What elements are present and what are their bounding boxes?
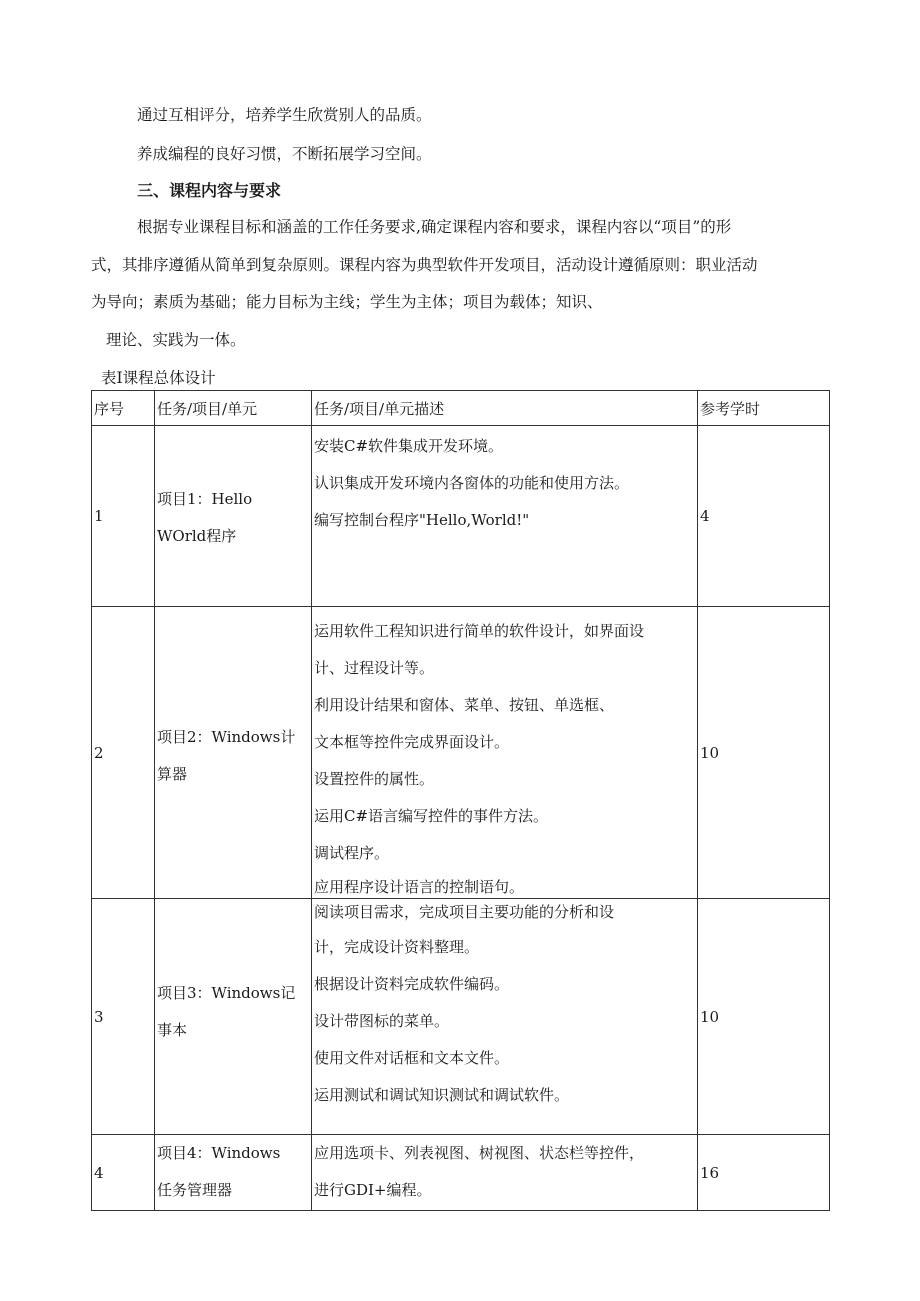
- header-description: 任务/项目/单元描述: [312, 391, 698, 426]
- table-row: [92, 899, 830, 1135]
- paragraph-content-line-1: 根据专业课程目标和涵盖的工作任务要求,确定课程内容和要求，课程内容以“项目”的形: [137, 218, 732, 236]
- header-hours: 参考学时: [698, 391, 830, 426]
- cell-task: [155, 899, 312, 1135]
- task-line: 项目1：Hello: [157, 490, 253, 508]
- desc-line: 调试程序。: [314, 844, 390, 862]
- cell-hours: 4: [698, 426, 830, 607]
- table-caption: 表I课程总体设计: [101, 369, 216, 387]
- desc-line: 利用设计结果和窗体、菜单、按钮、单选框、: [314, 696, 615, 714]
- desc-line: 应用程序设计语言的控制语句。: [314, 878, 525, 896]
- task-line: 算器: [157, 765, 188, 783]
- cell-no: 2: [92, 607, 155, 899]
- cell-no: 3: [92, 899, 155, 1135]
- cell-task: [155, 1135, 312, 1211]
- desc-line: 编写控制台程序"Hello,World!": [314, 511, 530, 529]
- cell-hours: 10: [698, 899, 830, 1135]
- desc-line: 阅读项目需求，完成项目主要功能的分析和设: [314, 903, 615, 921]
- desc-line: 根据设计资料完成软件编码。: [314, 975, 510, 993]
- cell-hours: 10: [698, 607, 830, 899]
- cell-task: [155, 426, 312, 607]
- desc-line: 安装C#软件集成开发环境。: [314, 437, 504, 455]
- desc-line: 计、过程设计等。: [314, 659, 435, 677]
- section-heading: 三、课程内容与要求: [137, 181, 282, 200]
- task-line: 项目3：Windows记: [157, 984, 296, 1002]
- header-task: 任务/项目/单元: [155, 391, 312, 426]
- paragraph-content-line-3: 为导向；素质为基础；能力目标为主线；学生为主体；项目为载体；知识、: [91, 293, 603, 311]
- cell-description: [312, 1135, 698, 1211]
- desc-line: 计，完成设计资料整理。: [314, 938, 480, 956]
- desc-line: 进行GDI+编程。: [314, 1181, 432, 1199]
- desc-line: 运用测试和调试知识测试和调试软件。: [314, 1086, 570, 1104]
- task-line: 项目2：Windows计: [157, 728, 296, 746]
- cell-task: [155, 607, 312, 899]
- paragraph-content-line-2: 式，其排序遵循从简单到复杂原则。课程内容为典型软件开发项目，活动设计遵循原则：职业活动: [91, 256, 758, 274]
- task-line: 项目4：Windows: [157, 1144, 281, 1162]
- header-no: 序号: [92, 391, 155, 426]
- paragraph-good-habits: 养成编程的良好习惯，不断拓展学习空间。: [137, 145, 432, 163]
- cell-no: 1: [92, 426, 155, 607]
- table-row: [92, 607, 830, 899]
- desc-line: 认识集成开发环境内各窗体的功能和使用方法。: [314, 474, 630, 492]
- desc-line: 文本框等控件完成界面设计。: [314, 733, 510, 751]
- paragraph-content-line-4: 理论、实践为一体。: [106, 331, 246, 349]
- cell-no: 4: [92, 1135, 155, 1211]
- task-line: 事本: [157, 1021, 188, 1039]
- desc-line: 运用C#语言编写控件的事件方法。: [314, 807, 549, 825]
- cell-description: [312, 607, 698, 899]
- desc-line: 设计带图标的菜单。: [314, 1012, 450, 1030]
- table-row: [92, 1135, 830, 1211]
- desc-line: 设置控件的属性。: [314, 770, 435, 788]
- task-line: 任务管理器: [157, 1181, 233, 1199]
- cell-description: [312, 426, 698, 607]
- desc-line: 运用软件工程知识进行简单的软件设计，如界面设: [314, 622, 645, 640]
- task-line: WOrld程序: [157, 527, 237, 545]
- course-design-table: [91, 390, 830, 1211]
- cell-description: [312, 899, 698, 1135]
- desc-line: 应用选项卡、列表视图、树视图、状态栏等控件，: [314, 1144, 645, 1162]
- cell-hours: 16: [698, 1135, 830, 1211]
- table-header-row: [92, 391, 830, 426]
- paragraph-appreciation: 通过互相评分，培养学生欣赏别人的品质。: [137, 106, 432, 124]
- table-row: [92, 426, 830, 607]
- desc-line: 使用文件对话框和文本文件。: [314, 1049, 510, 1067]
